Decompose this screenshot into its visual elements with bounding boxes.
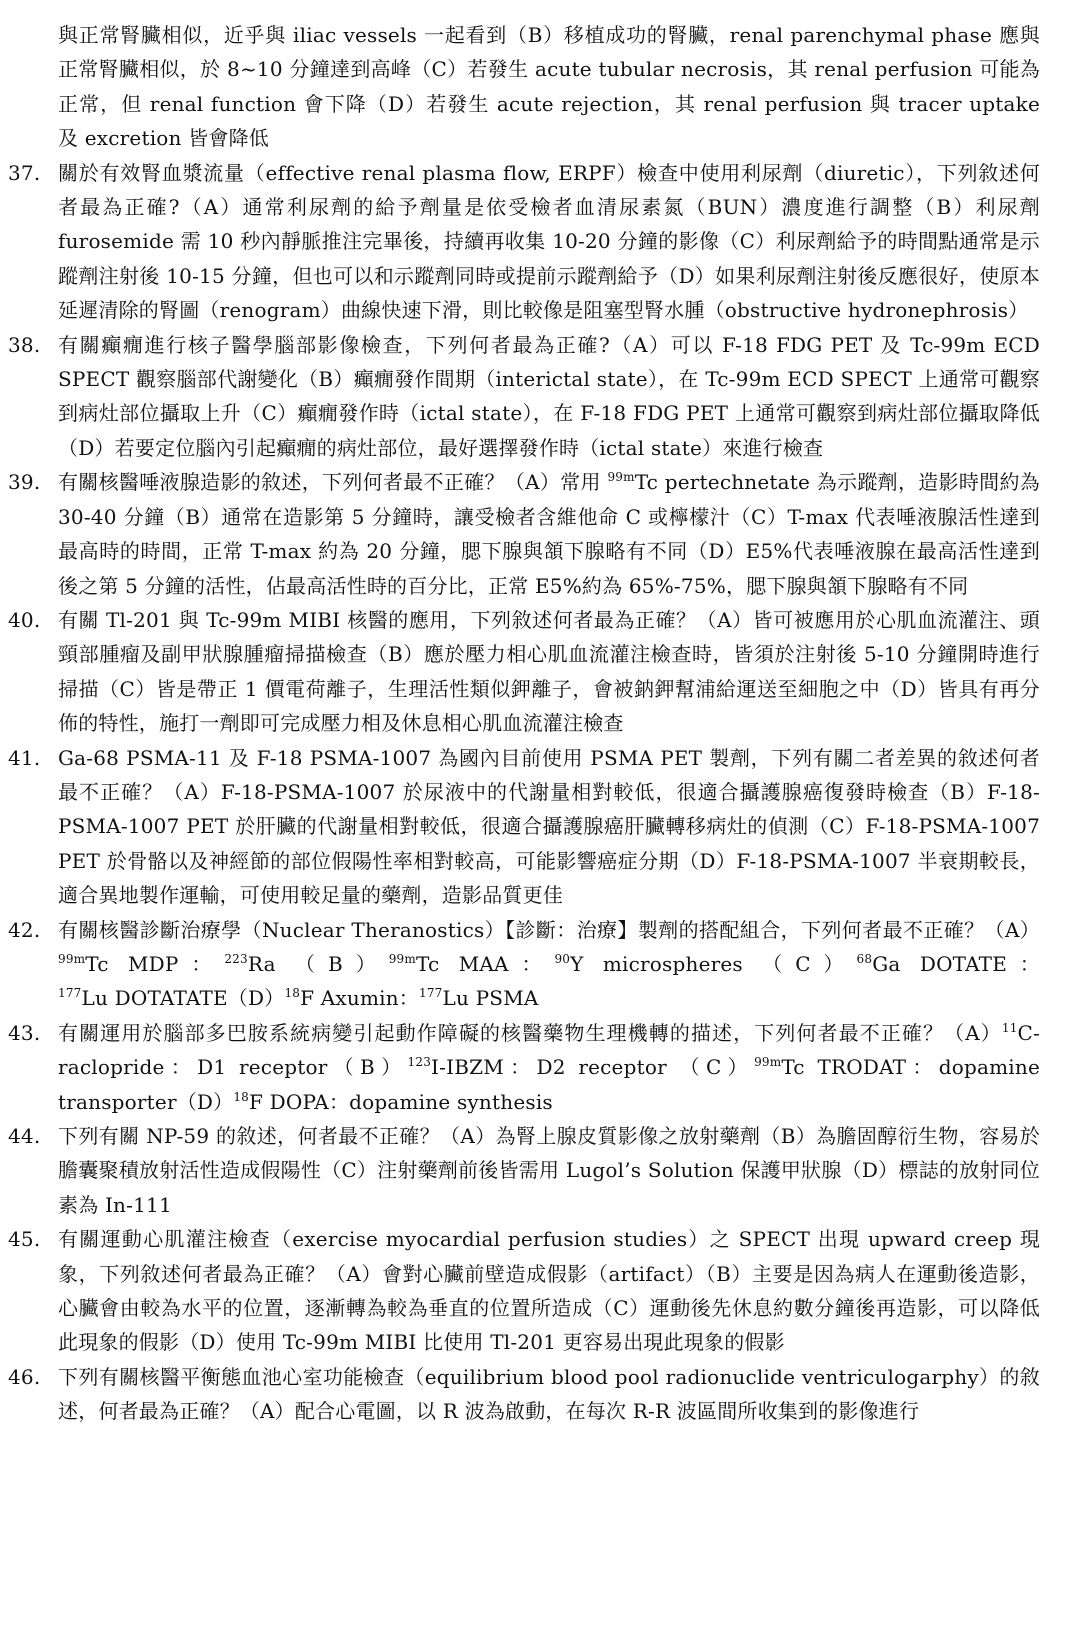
- question-text: 下列有關核醫平衡態血池心室功能檢查（equilibrium blood pool radionuclide ventriculogarphy）的敘述，何者最為正確？（A）配合心電圖，以 R 波為啟動，在每次 R-R 波區間所收集到的影像進行: [58, 1364, 1040, 1424]
- question-number: 42.: [8, 917, 41, 942]
- question-45: [0, 1222, 1040, 1360]
- question-text: 有關運用於腦部多巴胺系統病變引起動作障礙的核醫藥物生理機轉的描述，下列何者最不正確？$(A)^{11}C$-raclopride：D1 $receptor(B)^{123}I$-IBZM：D2 receptor $(C)^{99m}Tc$ TRODAT：dopamine $transporter(D)^{18}F$ DOPA：dopamine synthesis: [58, 1020, 1040, 1114]
- question-37: [0, 156, 1040, 328]
- question-continued: [0, 18, 1040, 156]
- question-text: Ga-68 PSMA-11 及 F-18 PSMA-1007 為國內目前使用 PSMA PET 製劑，下列有關二者差異的敘述何者最不正確？（A）F-18-PSMA-1007 於尿液中的代謝量相對較低，很適合攝護腺癌復發時檢查（B）F-18-PSMA-1007 PET 於肝臟的代謝量相對較低，很適合攝護腺癌肝臟轉移病灶的偵測（C）F-18-PSMA-1007 PET 於骨骼以及神經節的部位假陽性率相對較高，可能影響癌症分期（D）F-18-PSMA-1007 半衰期較長，適合異地製作運輸，可使用較足量的藥劑，造影品質更佳: [58, 745, 1040, 908]
- question-number: 40.: [8, 607, 41, 632]
- question-38: [0, 328, 1040, 466]
- question-40: [0, 603, 1040, 741]
- question-number: 43.: [8, 1020, 41, 1045]
- question-number: 37.: [8, 160, 41, 185]
- question-42: [0, 913, 1040, 1016]
- question-text: 有關核醫唾液腺造影的敘述，下列何者最不正確？（A）常用 $^{99m}$Tc pertechnetate 為示蹤劑，造影時間約為 30-40 分鐘（B）通常在造影第 5 分鐘時，讓受檢者含維他命 C 或檸檬汁（C）T-max 代表唾液腺活性達到最高時的時間，正常 T-max 約為 20 分鐘，腮下腺與頷下腺略有不同（D）E5%代表唾液腺在最高活性達到後之第 5 分鐘的活性，佔最高活性時的百分比，正常 E5%約為 65%-75%，腮下腺與頷下腺略有不同: [58, 470, 1040, 598]
- question-number: 45.: [8, 1227, 41, 1252]
- question-text: 有關核醫診斷治療學（Nuclear Theranostics）【診斷：治療】製劑的搭配組合，下列何者最不正確？$(A)^{99m}Tc$ MDP：$^{223}$Ra $(B)^{99m}Tc$ MAA：$^{90}$Y microspheres $(C)^{68}Ga$ DOTATE：$^{177}$Lu $DOTATATE(D)^{18}F$ Axumin：$^{177}$Lu PSMA: [58, 917, 1040, 1011]
- question-text: 有關 Tl-201 與 Tc-99m MIBI 核醫的應用，下列敘述何者最為正確？（A）皆可被應用於心肌血流灌注、頭頸部腫瘤及副甲狀腺腫瘤掃描檢查（B）應於壓力相心肌血流灌注檢查時，皆須於注射後 5-10 分鐘開時進行掃描（C）皆是帶正 1 價電荷離子，生理活性類似鉀離子，會被鈉鉀幫浦給運送至細胞之中（D）皆具有再分佈的特性，施打一劑即可完成壓力相及休息相心肌血流灌注檢查: [58, 607, 1040, 736]
- question-44: [0, 1119, 1040, 1222]
- question-number: 46.: [8, 1364, 41, 1389]
- question-number: 41.: [8, 745, 41, 770]
- question-number: 39.: [8, 470, 41, 495]
- question-text: 有關癲癇進行核子醫學腦部影像檢查，下列何者最為正確?（A）可以 F-18 FDG PET 及 Tc-99m ECD SPECT 觀察腦部代謝變化（B）癲癇發作間期（interictal state），在 Tc-99m ECD SPECT 上通常可觀察到病灶部位攝取上升（C）癲癇發作時（ictal state），在 F-18 FDG PET 上通常可觀察到病灶部位攝取降低（D）若要定位腦內引起癲癇的病灶部位，最好選擇發作時（ictal state）來進行檢查: [58, 332, 1040, 460]
- question-number: 38.: [8, 332, 41, 357]
- question-46: [0, 1360, 1040, 1429]
- question-text: 與正常腎臟相似，近乎與 iliac vessels 一起看到（B）移植成功的腎臟，renal parenchymal phase 應與正常腎臟相似，於 8~10 分鐘達到高峰（C）若發生 acute tubular necrosis，其 renal perfusion 可能為正常，但 renal function 會下降（D）若發生 acute rejection，其 renal perfusion 與 tracer uptake 及 excretion 皆會降低: [58, 23, 1040, 151]
- question-43: [0, 1016, 1040, 1119]
- question-text: 下列有關 NP-59 的敘述，何者最不正確？（A）為腎上腺皮質影像之放射藥劑（B）為膽固醇衍生物，容易於膽囊聚積放射活性造成假陽性（C）注射藥劑前後皆需用 Lugol’s Solution 保護甲狀腺（D）標誌的放射同位素為 In-111: [58, 1124, 1040, 1217]
- question-39: [0, 465, 1040, 603]
- question-number: 44.: [8, 1124, 41, 1148]
- question-text: 有關運動心肌灌注檢查（exercise myocardial perfusion studies）之 SPECT 出現 upward creep 現象，下列敘述何者最為正確？（A）會對心臟前壁造成假影（artifact）（B）主要是因為病人在運動後造影，心臟會由較為水平的位置，逐漸轉為較為垂直的位置所造成（C）運動後先休息約數分鐘後再造影，可以降低此現象的假影（D）使用 Tc-99m MIBI 比使用 Tl-201 更容易出現此現象的假影: [58, 1227, 1040, 1355]
- question-text: 關於有效腎血漿流量（effective renal plasma flow, ERPF）檢查中使用利尿劑（diuretic），下列敘述何者最為正確?（A）通常利尿劑的給予劑量是依受檢者血清尿素氮（BUN）濃度進行調整（B）利尿劑 furosemide 需 10 秒內靜脈推注完畢後，持續再收集 10-20 分鐘的影像（C）利尿劑給予的時間點通常是示蹤劑注射後 10-15 分鐘，但也可以和示蹤劑同時或提前示蹤劑給予（D）如果利尿劑注射後反應很好，使原本延遲清除的腎圖（renogram）曲線快速下滑，則比較像是阻塞型腎水腫（obstructive hydronephrosis）: [58, 160, 1040, 323]
- question-41: [0, 741, 1040, 913]
